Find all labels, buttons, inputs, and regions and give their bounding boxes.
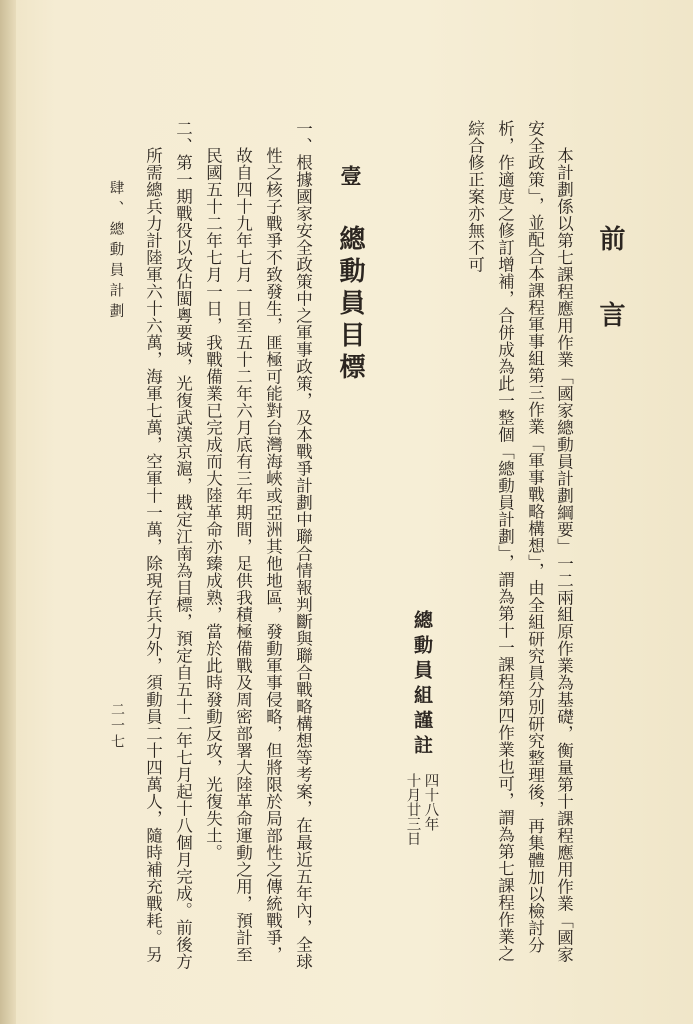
section-line: 所需總兵力計陸軍六十六萬，海軍七萬，空軍十一萬，除現存兵力外，須動員二十四萬人，隨時補充戰耗。另 — [143, 147, 163, 963]
signature-org: 總動員組謹註 — [411, 610, 433, 760]
section-title: 總動員目標 — [335, 225, 365, 385]
running-footer: 肆、總動員計劃 — [107, 180, 124, 324]
section-line: 故自四十九年七月一日至五十二年六月底有三年期間，足供我積極備戰及周密部署大陸革命運動之用，預計至 — [233, 147, 253, 963]
page-gutter — [0, 0, 16, 1024]
section-line: 一、根據國家安全政策中之軍事政策，及本戰爭計劃中聯合情報判斷與聯合戰略構想等考案，在最近五年內，全球 — [293, 120, 313, 970]
signature-date-day: 十月廿三日 — [404, 773, 421, 846]
section-line: 性之核子戰爭不致發生，匪極可能對台灣海峽或亞洲其他地區，發動軍事侵略，但將限於局部性之傳統戰爭， — [263, 147, 283, 963]
section-number: 壹 — [338, 165, 363, 187]
preface-line: 本計劃係以第七課程應用作業「國家總動員計劃綱要」一二兩組原作業為基礎，衡量第十課程應用作業「國家 — [554, 147, 574, 963]
preface-line: 安全政策」，並配合本課程軍事組第三作業「軍事戰略構想」，由全組研究員分別研究整理後，再集體加以檢討分 — [525, 120, 545, 954]
section-line: 二、第一期戰役以攻佔閩粵要域，光復武漢京滬，戡定江南為目標，預定自五十二年七月起十八個月完成。前後方 — [173, 120, 193, 970]
preface-line: 析，作適度之修訂增補，合併成為此一整個「總動員計劃」，謂為第十一課程第四作業也可，謂為第七課程作業之 — [495, 120, 515, 962]
section-line: 民國五十二年七月一日，我戰備業已完成而大陸革命亦臻成熟，當於此時發動反攻，光復失土。 — [203, 147, 223, 861]
signature-date-year: 四十八年 — [422, 773, 439, 831]
preface-title: 前言 — [595, 225, 625, 377]
preface-line: 綜合修正案亦無不可 — [465, 120, 485, 273]
page-number: 二一七 — [109, 702, 125, 750]
